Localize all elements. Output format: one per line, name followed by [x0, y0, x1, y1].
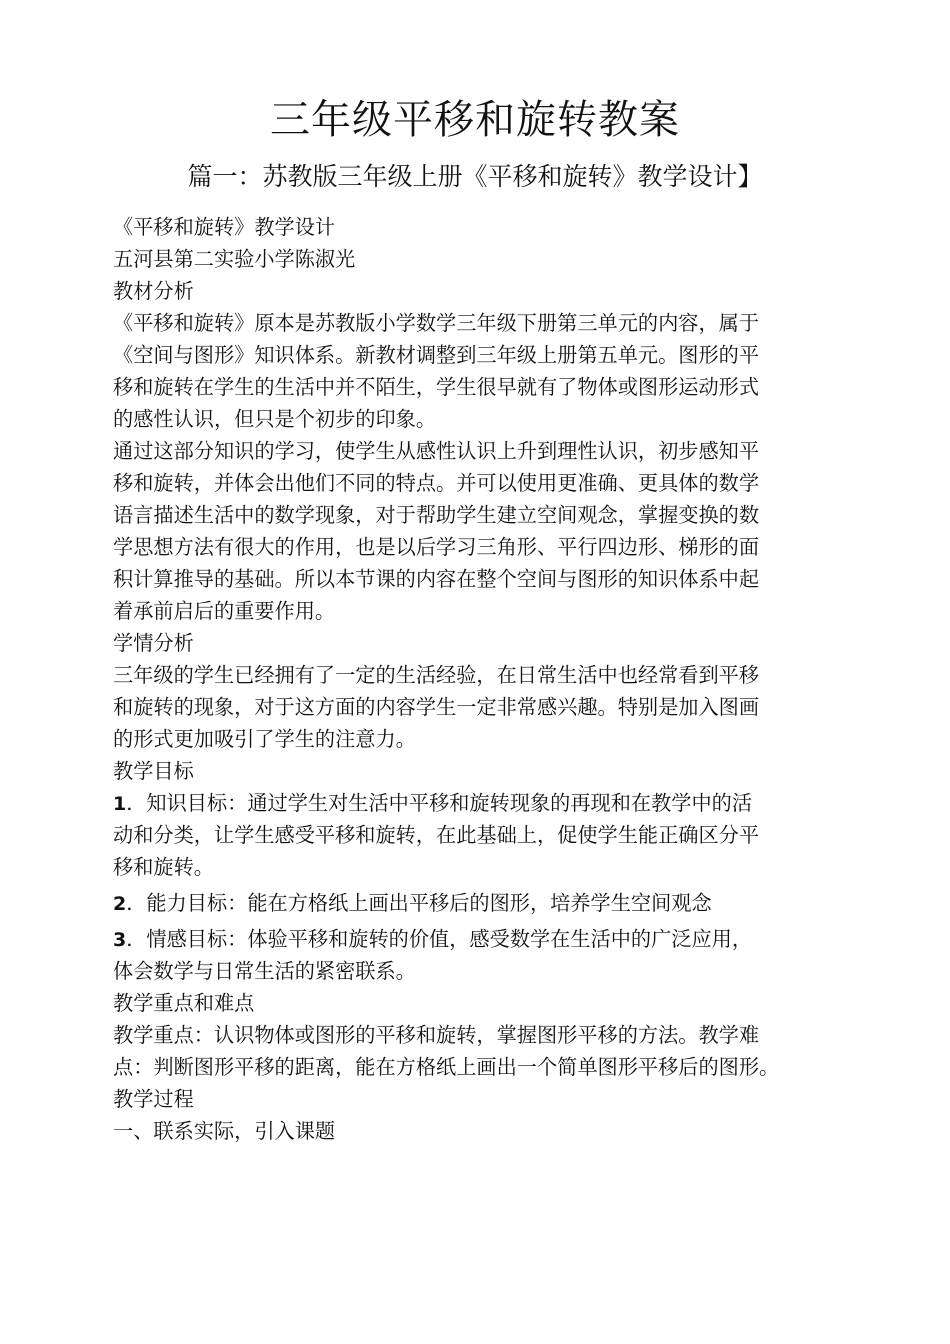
section-heading-teaching-goals: 教学目标	[113, 759, 194, 783]
goal-line: 移和旋转。	[113, 855, 214, 879]
body-line: 语言描述生活中的数学现象，对于帮助学生建立空间观念，掌握变换的数	[113, 503, 760, 527]
body-line: 《平移和旋转》原本是苏教版小学数学三年级下册第三单元的内容，属于	[113, 311, 760, 335]
body-line: 五河县第二实验小学陈淑光	[113, 247, 356, 271]
body-line: 一、联系实际，引入课题	[113, 1119, 336, 1143]
body-line: 《空间与图形》知识体系。新教材调整到三年级上册第五单元。图形的平	[113, 343, 760, 367]
section-heading-teaching-process: 教学过程	[113, 1087, 194, 1111]
goal-line: 体会数学与日常生活的紧密联系。	[113, 959, 416, 983]
goal-text: ．知识目标：通过学生对生活中平移和旋转现象的再现和在教学中的活	[126, 791, 753, 815]
body-line: 着承前启后的重要作用。	[113, 599, 336, 623]
body-line: 的感性认识，但只是个初步的印象。	[113, 407, 437, 431]
body-line: 移和旋转，并体会出他们不同的特点。并可以使用更准确、更具体的数学	[113, 471, 760, 495]
body-line: 学思想方法有很大的作用，也是以后学习三角形、平行四边形、梯形的面	[113, 535, 760, 559]
body-line: 和旋转的现象，对于这方面的内容学生一定非常感兴趣。特别是加入图画	[113, 695, 760, 719]
goal-text: ．能力目标：能在方格纸上画出平移后的图形，培养学生空间观念	[126, 891, 712, 915]
goal-number: 3	[113, 929, 127, 951]
body-line: 点：判断图形平移的距离，能在方格纸上画出一个简单图形平移后的图形。	[113, 1055, 780, 1079]
body-line: 《平移和旋转》教学设计	[113, 215, 336, 239]
body-line: 教学重点：认识物体或图形的平移和旋转，掌握图形平移的方法。教学难	[113, 1023, 760, 1047]
section-heading-key-points: 教学重点和难点	[113, 991, 255, 1015]
document-title: 三年级平移和旋转教案	[270, 97, 680, 143]
goal-number: 2	[113, 893, 127, 915]
section-heading-material-analysis: 教材分析	[113, 279, 194, 303]
body-line: 积计算推导的基础。所以本节课的内容在整个空间与图形的知识体系中起	[113, 567, 760, 591]
body-line: 三年级的学生已经拥有了一定的生活经验，在日常生活中也经常看到平移	[113, 663, 760, 687]
body-line: 移和旋转在学生的生活中并不陌生，学生很早就有了物体或图形运动形式	[113, 375, 760, 399]
goal-line: 动和分类，让学生感受平移和旋转，在此基础上，促使学生能正确区分平	[113, 823, 760, 847]
body-line: 通过这部分知识的学习，使学生从感性认识上升到理性认识，初步感知平	[113, 439, 760, 463]
goal-item	[113, 887, 883, 919]
document-subtitle: 篇一：苏教版三年级上册《平移和旋转》教学设计】	[187, 162, 763, 191]
goal-item	[113, 923, 883, 955]
document-body	[113, 211, 883, 1147]
goal-number: 1	[113, 793, 127, 815]
body-line: 的形式更加吸引了学生的注意力。	[113, 727, 416, 751]
section-heading-learner-analysis: 学情分析	[113, 631, 194, 655]
goal-text: ．情感目标：体验平移和旋转的价值，感受数学在生活中的广泛应用，	[126, 927, 753, 951]
goal-item	[113, 787, 883, 819]
